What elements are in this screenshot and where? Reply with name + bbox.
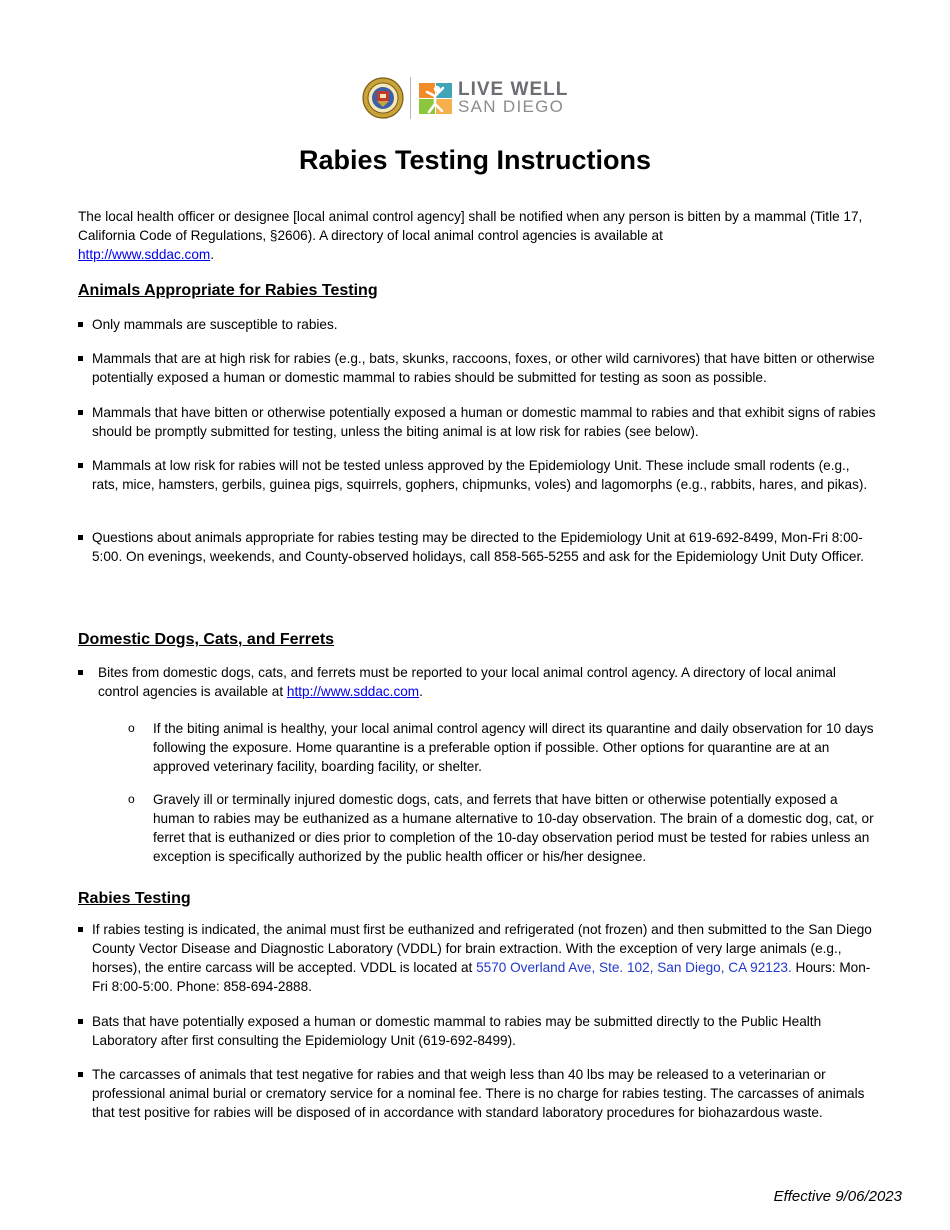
list-item: The carcasses of animals that test negative for rabies and that weigh less than 40 lbs may be released to a veterinarian or professional animal burial or crematory service for a nominal fee. There is no charge for rabies testing. The carcasses of animals that test positive for rabies will be disposed of in accordance with standard laboratory procedures for biohazardous waste. bbox=[78, 1065, 878, 1122]
list-item: Mammals at low risk for rabies will not be tested unless approved by the Epidemiology Unit. These include small rodents (e.g., rats, mice, hamsters, gerbils, guinea pigs, squirrels, gophers, chipmunks, voles) and lagomorphs (e.g., rabbits, hares, and pikas). bbox=[78, 456, 878, 494]
county-seal-icon bbox=[362, 77, 404, 119]
section-heading-domestic: Domestic Dogs, Cats, and Ferrets bbox=[78, 631, 335, 648]
list-item bbox=[78, 920, 878, 996]
list-item: Mammals that have bitten or otherwise potentially exposed a human or domestic mammal to rabies and that exhibit signs of rabies should be promptly submitted for testing, unless the biting animal is at low risk for rabies (see below). bbox=[78, 403, 878, 441]
sub-list-item: o Gravely ill or terminally injured domestic dogs, cats, and ferrets that have bitten or otherwise potentially exposed a human to rabies may be euthanized as a humane alternative to 10-day observation. The brain of a domestic dog, cat, or ferret that is euthanized or dies prior to completion of the 10-day observation period must be tested for rabies unless an exception is specifically authorized by the public health officer or his/her designee. bbox=[128, 790, 875, 866]
sub-list-item: o If the biting animal is healthy, your local animal control agency will direct its quarantine and daily observation for 10 days following the exposure. Home quarantine is a preferable option if possible. Other options for quarantine are at an approved veterinary facility, boarding facility, or shelter. bbox=[128, 719, 875, 776]
list-item: Mammals that are at high risk for rabies (e.g., bats, skunks, raccoons, foxes, or other wild carnivores) that have bitten or otherwise potentially exposed a human or domestic mammal to rabies should be submitted for testing as soon as possible. bbox=[78, 349, 878, 387]
live-well-figure-icon bbox=[418, 80, 454, 116]
intro-text: The local health officer or designee [local animal control agency] shall be notified when any person is bitten by a mammal (Title 17, California Code of Regulations, §2606). A directory of local animal control agencies is available at bbox=[78, 209, 863, 243]
intro-paragraph bbox=[78, 207, 868, 264]
list-item: Questions about animals appropriate for rabies testing may be directed to the Epidemiology Unit at 619-692-8499, Mon-Fri 8:00-5:00. On evenings, weekends, and County-observed holidays, call 858-565-5255 and ask for the Epidemiology Unit Duty Officer. bbox=[78, 528, 878, 566]
sddac-link[interactable]: http://www.sddac.com bbox=[78, 247, 211, 262]
section-heading-testing: Rabies Testing bbox=[78, 890, 191, 907]
effective-date: Effective 9/06/2023 bbox=[773, 1188, 902, 1205]
intro-period: . bbox=[210, 247, 214, 262]
vddl-address: 5570 Overland Ave, Ste. 102, San Diego, CA 92123. bbox=[476, 960, 792, 975]
list-item: Bats that have potentially exposed a human or domestic mammal to rabies may be submitted directly to the Public Health Laboratory after first consulting the Epidemiology Unit (619-692-8499). bbox=[78, 1012, 878, 1050]
header-logos bbox=[362, 76, 568, 120]
domestic-item-period: . bbox=[419, 684, 423, 699]
domestic-item-text: Bites from domestic dogs, cats, and ferrets must be reported to your local animal control agency. A directory of local animal control agencies is available at bbox=[98, 665, 836, 699]
logo-divider bbox=[410, 77, 411, 119]
live-well-wordmark bbox=[458, 81, 568, 115]
list-item bbox=[78, 663, 878, 701]
page-title: Rabies Testing Instructions bbox=[298, 145, 652, 175]
testing-item-text: If rabies testing is indicated, the animal must first be euthanized and refrigerated (not frozen) and then submitted to the San Diego County Vector Disease and Diagnostic Laboratory (VDDL) for brain extraction. With the exception of very large animals (e.g., horses), the entire carcass will be accepted. VDDL is located at bbox=[92, 922, 872, 975]
logo-text-top: LIVE WELL bbox=[458, 79, 569, 100]
sddac-link[interactable]: http://www.sddac.com bbox=[286, 684, 420, 699]
section-heading-animals: Animals Appropriate for Rabies Testing bbox=[78, 282, 378, 299]
logo-text-bottom: SAN DIEGO bbox=[458, 97, 565, 116]
list-item: Only mammals are susceptible to rabies. bbox=[78, 315, 878, 334]
vddl-hours: Hours: Mon-Fri 8:00-5:00. Phone: 858-694-2888. bbox=[92, 960, 871, 994]
